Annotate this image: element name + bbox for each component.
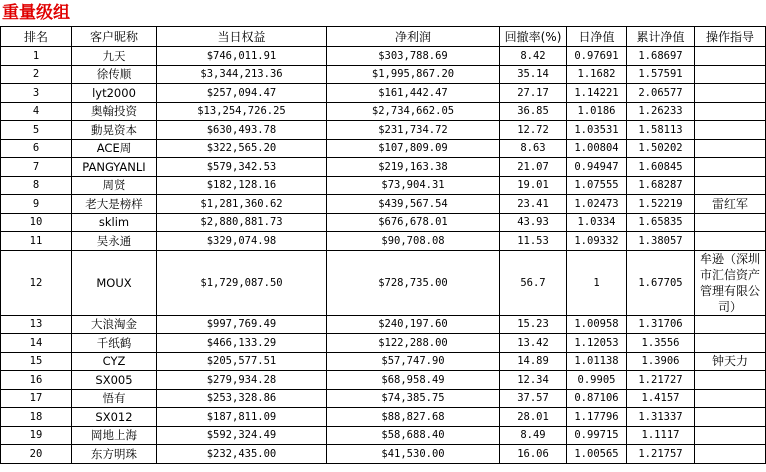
nickname-cell: 岡地上海 bbox=[72, 426, 157, 445]
profit-cell: $161,442.47 bbox=[327, 84, 500, 103]
daily-nav-cell: 0.87106 bbox=[567, 389, 627, 408]
cum-nav-cell: 1.60845 bbox=[627, 158, 695, 177]
daily-nav-cell: 0.94947 bbox=[567, 158, 627, 177]
equity-cell: $253,328.86 bbox=[157, 389, 327, 408]
nickname-cell: 千纸鹤 bbox=[72, 334, 157, 353]
table-row bbox=[1, 65, 766, 84]
profit-cell: $107,809.09 bbox=[327, 139, 500, 158]
drawdown-cell: 13.42 bbox=[500, 334, 567, 353]
table-row bbox=[1, 334, 766, 353]
cum-nav-cell: 1.38057 bbox=[627, 232, 695, 251]
rank-cell: 20 bbox=[1, 445, 72, 464]
nickname-cell: CYZ bbox=[72, 352, 157, 371]
header-equity: 当日权益 bbox=[157, 27, 327, 47]
profit-cell: $219,163.38 bbox=[327, 158, 500, 177]
guide-cell bbox=[695, 176, 766, 195]
table-row bbox=[1, 195, 766, 214]
header-daily-nav: 日净值 bbox=[567, 27, 627, 47]
nickname-cell: SX012 bbox=[72, 408, 157, 427]
profit-cell: $73,904.31 bbox=[327, 176, 500, 195]
header-row bbox=[1, 27, 766, 47]
rank-cell: 1 bbox=[1, 47, 72, 66]
nickname-cell: 動晃资本 bbox=[72, 121, 157, 140]
equity-cell: $182,128.16 bbox=[157, 176, 327, 195]
equity-cell: $1,729,087.50 bbox=[157, 250, 327, 315]
profit-cell: $41,530.00 bbox=[327, 445, 500, 464]
table-row bbox=[1, 445, 766, 464]
equity-cell: $13,254,726.25 bbox=[157, 102, 327, 121]
guide-cell bbox=[695, 426, 766, 445]
profit-cell: $240,197.60 bbox=[327, 315, 500, 334]
equity-cell: $205,577.51 bbox=[157, 352, 327, 371]
profit-cell: $1,995,867.20 bbox=[327, 65, 500, 84]
cum-nav-cell: 1.58113 bbox=[627, 121, 695, 140]
nickname-cell: 悟有 bbox=[72, 389, 157, 408]
rank-cell: 19 bbox=[1, 426, 72, 445]
guide-cell bbox=[695, 139, 766, 158]
drawdown-cell: 23.41 bbox=[500, 195, 567, 214]
equity-cell: $3,344,213.36 bbox=[157, 65, 327, 84]
equity-cell: $187,811.09 bbox=[157, 408, 327, 427]
drawdown-cell: 36.85 bbox=[500, 102, 567, 121]
drawdown-cell: 28.01 bbox=[500, 408, 567, 427]
daily-nav-cell: 1.01138 bbox=[567, 352, 627, 371]
daily-nav-cell: 0.9905 bbox=[567, 371, 627, 390]
profit-cell: $231,734.72 bbox=[327, 121, 500, 140]
rank-cell: 8 bbox=[1, 176, 72, 195]
drawdown-cell: 8.63 bbox=[500, 139, 567, 158]
profit-cell: $122,288.00 bbox=[327, 334, 500, 353]
cum-nav-cell: 1.68697 bbox=[627, 47, 695, 66]
nickname-cell: 大浪淘金 bbox=[72, 315, 157, 334]
equity-cell: $630,493.78 bbox=[157, 121, 327, 140]
header-rank: 排名 bbox=[1, 27, 72, 47]
daily-nav-cell: 1.02473 bbox=[567, 195, 627, 214]
guide-cell bbox=[695, 213, 766, 232]
cum-nav-cell: 1.21757 bbox=[627, 445, 695, 464]
drawdown-cell: 14.89 bbox=[500, 352, 567, 371]
rank-cell: 12 bbox=[1, 250, 72, 315]
guide-cell bbox=[695, 334, 766, 353]
nickname-cell: 吴永通 bbox=[72, 232, 157, 251]
nickname-cell: lyt2000 bbox=[72, 84, 157, 103]
equity-cell: $2,880,881.73 bbox=[157, 213, 327, 232]
guide-cell: 雷红军 bbox=[695, 195, 766, 214]
table-row bbox=[1, 102, 766, 121]
rank-cell: 5 bbox=[1, 121, 72, 140]
equity-cell: $746,011.91 bbox=[157, 47, 327, 66]
rank-cell: 10 bbox=[1, 213, 72, 232]
profit-cell: $57,747.90 bbox=[327, 352, 500, 371]
cum-nav-cell: 1.52219 bbox=[627, 195, 695, 214]
rank-cell: 4 bbox=[1, 102, 72, 121]
guide-cell bbox=[695, 102, 766, 121]
table-row bbox=[1, 47, 766, 66]
nickname-cell: 徐传顺 bbox=[72, 65, 157, 84]
header-drawdown: 回撤率(%) bbox=[500, 27, 567, 47]
rank-cell: 9 bbox=[1, 195, 72, 214]
header-nickname: 客户昵称 bbox=[72, 27, 157, 47]
cum-nav-cell: 1.26233 bbox=[627, 102, 695, 121]
profit-cell: $58,688.40 bbox=[327, 426, 500, 445]
guide-cell bbox=[695, 445, 766, 464]
guide-cell: 钟天力 bbox=[695, 352, 766, 371]
guide-cell bbox=[695, 371, 766, 390]
equity-cell: $466,133.29 bbox=[157, 334, 327, 353]
drawdown-cell: 27.17 bbox=[500, 84, 567, 103]
rank-cell: 6 bbox=[1, 139, 72, 158]
table-row bbox=[1, 139, 766, 158]
daily-nav-cell: 1.03531 bbox=[567, 121, 627, 140]
cum-nav-cell: 1.31706 bbox=[627, 315, 695, 334]
daily-nav-cell: 1.00565 bbox=[567, 445, 627, 464]
daily-nav-cell: 1.0186 bbox=[567, 102, 627, 121]
cum-nav-cell: 1.1117 bbox=[627, 426, 695, 445]
profit-cell: $74,385.75 bbox=[327, 389, 500, 408]
nickname-cell: PANGYANLI bbox=[72, 158, 157, 177]
table-row bbox=[1, 158, 766, 177]
drawdown-cell: 16.06 bbox=[500, 445, 567, 464]
nickname-cell: 奥翰投资 bbox=[72, 102, 157, 121]
daily-nav-cell: 1.12053 bbox=[567, 334, 627, 353]
daily-nav-cell: 1.00804 bbox=[567, 139, 627, 158]
header-cum-nav: 累计净值 bbox=[627, 27, 695, 47]
guide-cell bbox=[695, 232, 766, 251]
drawdown-cell: 21.07 bbox=[500, 158, 567, 177]
cum-nav-cell: 1.31337 bbox=[627, 408, 695, 427]
table-row bbox=[1, 250, 766, 315]
daily-nav-cell: 1.07555 bbox=[567, 176, 627, 195]
daily-nav-cell: 1.09332 bbox=[567, 232, 627, 251]
table-row bbox=[1, 315, 766, 334]
daily-nav-cell: 1.0334 bbox=[567, 213, 627, 232]
rank-cell: 7 bbox=[1, 158, 72, 177]
cum-nav-cell: 2.06577 bbox=[627, 84, 695, 103]
cum-nav-cell: 1.3556 bbox=[627, 334, 695, 353]
drawdown-cell: 19.01 bbox=[500, 176, 567, 195]
guide-cell bbox=[695, 408, 766, 427]
nickname-cell: 周贤 bbox=[72, 176, 157, 195]
nickname-cell: 老大是榜样 bbox=[72, 195, 157, 214]
sheet-title: 重量级组 bbox=[2, 3, 70, 23]
equity-cell: $592,324.49 bbox=[157, 426, 327, 445]
daily-nav-cell: 0.97691 bbox=[567, 47, 627, 66]
rank-cell: 14 bbox=[1, 334, 72, 353]
cum-nav-cell: 1.3906 bbox=[627, 352, 695, 371]
drawdown-cell: 35.14 bbox=[500, 65, 567, 84]
equity-cell: $257,094.47 bbox=[157, 84, 327, 103]
guide-cell bbox=[695, 47, 766, 66]
guide-cell bbox=[695, 121, 766, 140]
nickname-cell: sklim bbox=[72, 213, 157, 232]
table-body bbox=[1, 47, 766, 464]
guide-cell bbox=[695, 158, 766, 177]
header-guide: 操作指导 bbox=[695, 27, 766, 47]
cum-nav-cell: 1.67705 bbox=[627, 250, 695, 315]
profit-cell: $2,734,662.05 bbox=[327, 102, 500, 121]
nickname-cell: 东方明珠 bbox=[72, 445, 157, 464]
drawdown-cell: 8.49 bbox=[500, 426, 567, 445]
rank-cell: 3 bbox=[1, 84, 72, 103]
daily-nav-cell: 1.00958 bbox=[567, 315, 627, 334]
drawdown-cell: 43.93 bbox=[500, 213, 567, 232]
cum-nav-cell: 1.4157 bbox=[627, 389, 695, 408]
header-profit: 净利润 bbox=[327, 27, 500, 47]
table-row bbox=[1, 121, 766, 140]
daily-nav-cell: 1.1682 bbox=[567, 65, 627, 84]
equity-cell: $329,074.98 bbox=[157, 232, 327, 251]
drawdown-cell: 12.34 bbox=[500, 371, 567, 390]
guide-cell bbox=[695, 84, 766, 103]
rank-cell: 17 bbox=[1, 389, 72, 408]
profit-cell: $728,735.00 bbox=[327, 250, 500, 315]
table-row bbox=[1, 84, 766, 103]
table-row bbox=[1, 389, 766, 408]
cum-nav-cell: 1.50202 bbox=[627, 139, 695, 158]
cum-nav-cell: 1.57591 bbox=[627, 65, 695, 84]
equity-cell: $1,281,360.62 bbox=[157, 195, 327, 214]
rank-cell: 15 bbox=[1, 352, 72, 371]
drawdown-cell: 15.23 bbox=[500, 315, 567, 334]
table-row bbox=[1, 352, 766, 371]
drawdown-cell: 11.53 bbox=[500, 232, 567, 251]
guide-cell bbox=[695, 389, 766, 408]
daily-nav-cell: 0.99715 bbox=[567, 426, 627, 445]
drawdown-cell: 37.57 bbox=[500, 389, 567, 408]
nickname-cell: ACE周 bbox=[72, 139, 157, 158]
rank-cell: 18 bbox=[1, 408, 72, 427]
daily-nav-cell: 1.14221 bbox=[567, 84, 627, 103]
drawdown-cell: 12.72 bbox=[500, 121, 567, 140]
rank-cell: 13 bbox=[1, 315, 72, 334]
guide-cell: 牟逊（深圳市汇信资产管理有限公司） bbox=[695, 250, 766, 315]
table-row bbox=[1, 371, 766, 390]
profit-cell: $90,708.08 bbox=[327, 232, 500, 251]
nickname-cell: MOUX bbox=[72, 250, 157, 315]
guide-cell bbox=[695, 65, 766, 84]
rank-cell: 2 bbox=[1, 65, 72, 84]
rank-cell: 16 bbox=[1, 371, 72, 390]
cum-nav-cell: 1.65835 bbox=[627, 213, 695, 232]
profit-cell: $439,567.54 bbox=[327, 195, 500, 214]
profit-cell: $303,788.69 bbox=[327, 47, 500, 66]
daily-nav-cell: 1.17796 bbox=[567, 408, 627, 427]
equity-cell: $997,769.49 bbox=[157, 315, 327, 334]
rank-cell: 11 bbox=[1, 232, 72, 251]
cum-nav-cell: 1.21727 bbox=[627, 371, 695, 390]
equity-cell: $232,435.00 bbox=[157, 445, 327, 464]
table-row bbox=[1, 213, 766, 232]
table-row bbox=[1, 408, 766, 427]
equity-cell: $322,565.20 bbox=[157, 139, 327, 158]
ranking-table bbox=[0, 26, 766, 464]
cum-nav-cell: 1.68287 bbox=[627, 176, 695, 195]
drawdown-cell: 8.42 bbox=[500, 47, 567, 66]
table-row bbox=[1, 176, 766, 195]
table-row bbox=[1, 232, 766, 251]
daily-nav-cell: 1 bbox=[567, 250, 627, 315]
nickname-cell: SX005 bbox=[72, 371, 157, 390]
equity-cell: $579,342.53 bbox=[157, 158, 327, 177]
guide-cell bbox=[695, 315, 766, 334]
profit-cell: $676,678.01 bbox=[327, 213, 500, 232]
nickname-cell: 九天 bbox=[72, 47, 157, 66]
equity-cell: $279,934.28 bbox=[157, 371, 327, 390]
profit-cell: $88,827.68 bbox=[327, 408, 500, 427]
table-row bbox=[1, 426, 766, 445]
profit-cell: $68,958.49 bbox=[327, 371, 500, 390]
drawdown-cell: 56.7 bbox=[500, 250, 567, 315]
